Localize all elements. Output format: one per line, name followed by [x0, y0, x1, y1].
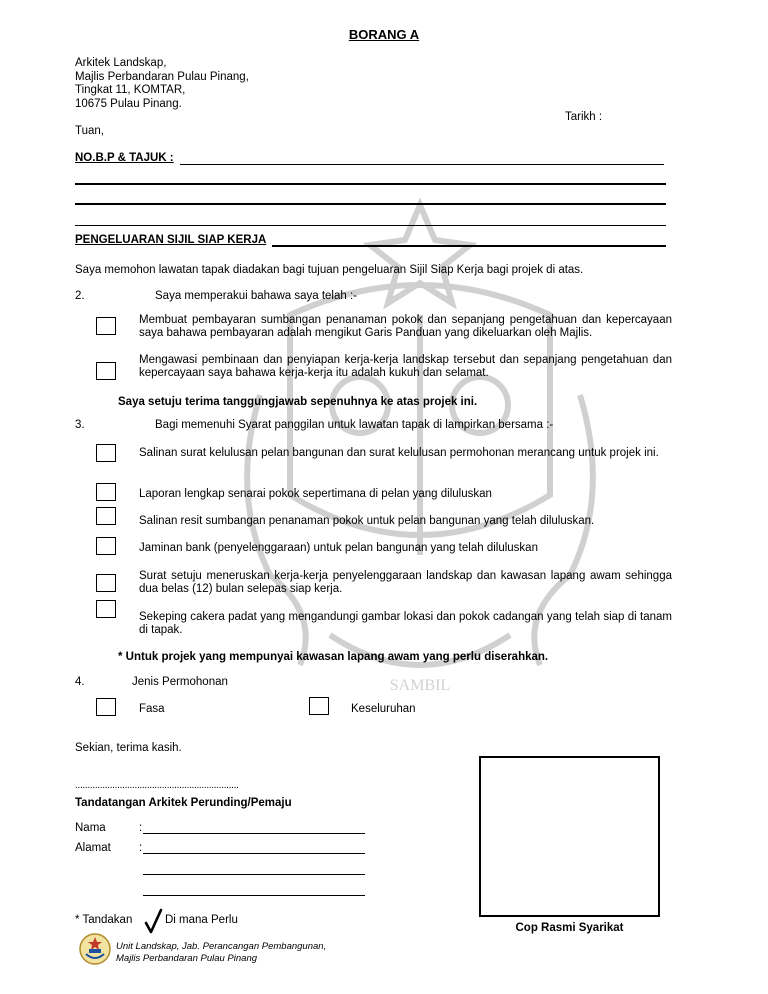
tick-note-suffix: Di mana Perlu: [165, 914, 238, 926]
address-line-1: Arkitek Landskap,: [75, 57, 167, 69]
address-line-3: Tingkat 11, KOMTAR,: [75, 84, 186, 96]
intro-text: Saya memohon lawatan tapak diadakan bagi tujuan pengeluaran Sijil Siap Kerja bagi projek di atas.: [75, 264, 584, 276]
address-line-4: 10675 Pulau Pinang.: [75, 97, 182, 110]
checkbox-keseluruhan[interactable]: [309, 697, 329, 715]
name-field-line[interactable]: [143, 833, 365, 834]
footer-text: [116, 941, 326, 965]
watermark-text: SAMBIL: [389, 677, 451, 694]
checkmark-icon: [144, 908, 164, 934]
address-field-line-2[interactable]: [143, 874, 365, 875]
agreement-text: Saya setuju terima tanggungjawab sepenuhnya ke atas projek ini.: [118, 396, 478, 408]
checkbox-s3-item1[interactable]: [96, 444, 116, 462]
nobp-line-4[interactable]: [75, 225, 666, 226]
salutation: Tuan,: [75, 125, 104, 137]
s3-item5-text: Surat setuju meneruskan kerja-kerja penyelenggaraan landskap dan kawasan lapang awam sehingga dua belas (12) bulan selepas siap kerja.: [139, 570, 672, 595]
checkbox-s2-item2[interactable]: [96, 362, 116, 380]
company-stamp-box[interactable]: [479, 756, 660, 917]
footer-line-1: Unit Landskap, Jab. Perancangan Pembangunan,: [116, 941, 327, 952]
recipient-address: [75, 57, 249, 111]
address-field-line-3[interactable]: [143, 895, 365, 896]
name-label: Nama: [75, 822, 106, 834]
s3-item3-text: Salinan resit sumbangan penanaman pokok untuk pelan bangunan yang telah diluluskan.: [139, 515, 595, 527]
s2-item2-text: Mengawasi pembinaan dan penyiapan kerja-kerja landskap tersebut dan sepanjang pengetahuan dan kepercayaan saya bahawa kerja-kerja itu adalah kukuh dan selamat.: [139, 354, 672, 379]
address-field-line-1[interactable]: [143, 853, 365, 854]
section4-number: 4.: [75, 676, 85, 688]
nobp-line-3[interactable]: [75, 203, 666, 205]
option-fasa-label: Fasa: [139, 703, 165, 715]
closing-text: Sekian, terima kasih.: [75, 742, 182, 754]
section2-number: 2.: [75, 290, 85, 302]
nobp-label: NO.B.P & TAJUK :: [75, 152, 174, 164]
checkbox-fasa[interactable]: [96, 698, 116, 716]
section2-heading: Saya memperakui bahawa saya telah :-: [155, 290, 357, 302]
section3-heading: Bagi memenuhi Syarat panggilan untuk lawatan tapak di lampirkan bersama :-: [155, 419, 554, 431]
s3-item1-text: Salinan surat kelulusan pelan bangunan dan surat kelulusan permohonan merancang untuk projek ini.: [139, 447, 659, 459]
form-title: BORANG A: [348, 27, 420, 42]
council-logo-icon: [78, 932, 112, 966]
s2-item1-text: Membuat pembayaran sumbangan penanaman pokok dan sepanjang pengetahuan dan kepercayaan saya bahawa pembayaran adalah mengikut Garis Panduan yang dikeluarkan oleh Majlis.: [139, 314, 672, 339]
footer-line-2: Majlis Perbandaran Pulau Pinang: [116, 953, 258, 964]
subject-line[interactable]: [272, 245, 666, 247]
checkbox-s3-item4[interactable]: [96, 537, 116, 555]
signature-dots[interactable]: ..................................................................: [75, 780, 239, 791]
subject-label: PENGELUARAN SIJIL SIAP KERJA: [75, 234, 267, 246]
section3-note: * Untuk projek yang mempunyai kawasan lapang awam yang perlu diserahkan.: [118, 651, 549, 663]
address-label: Alamat: [75, 842, 111, 854]
date-label: Tarikh :: [565, 111, 603, 123]
s3-item2-text: Laporan lengkap senarai pokok sepertimana di pelan yang diluluskan: [139, 488, 492, 500]
s3-item6-text: Sekeping cakera padat yang mengandungi gambar lokasi dan pokok cadangan yang telah siap di tanam di tapak.: [139, 611, 672, 636]
checkbox-s2-item1[interactable]: [96, 317, 116, 335]
tick-note-prefix: * Tandakan: [75, 914, 133, 926]
name-colon: :: [139, 822, 143, 834]
checkbox-s3-item5[interactable]: [96, 574, 116, 592]
checkbox-s3-item2[interactable]: [96, 483, 116, 501]
section4-heading: Jenis Permohonan: [132, 676, 228, 688]
option-keseluruhan-label: Keseluruhan: [351, 703, 416, 715]
s3-item4-text: Jaminan bank (penyelenggaraan) untuk pelan bangunan yang telah diluluskan: [139, 542, 538, 554]
address-line-2: Majlis Perbandaran Pulau Pinang,: [75, 70, 249, 83]
checkbox-s3-item6[interactable]: [96, 600, 116, 618]
checkbox-s3-item3[interactable]: [96, 507, 116, 525]
address-colon: :: [139, 842, 143, 854]
stamp-label: Cop Rasmi Syarikat: [515, 922, 624, 934]
section3-number: 3.: [75, 419, 85, 431]
nobp-line-1[interactable]: [180, 164, 664, 165]
nobp-line-2[interactable]: [75, 183, 666, 185]
signature-label: Tandatangan Arkitek Perunding/Pemaju: [75, 797, 292, 809]
